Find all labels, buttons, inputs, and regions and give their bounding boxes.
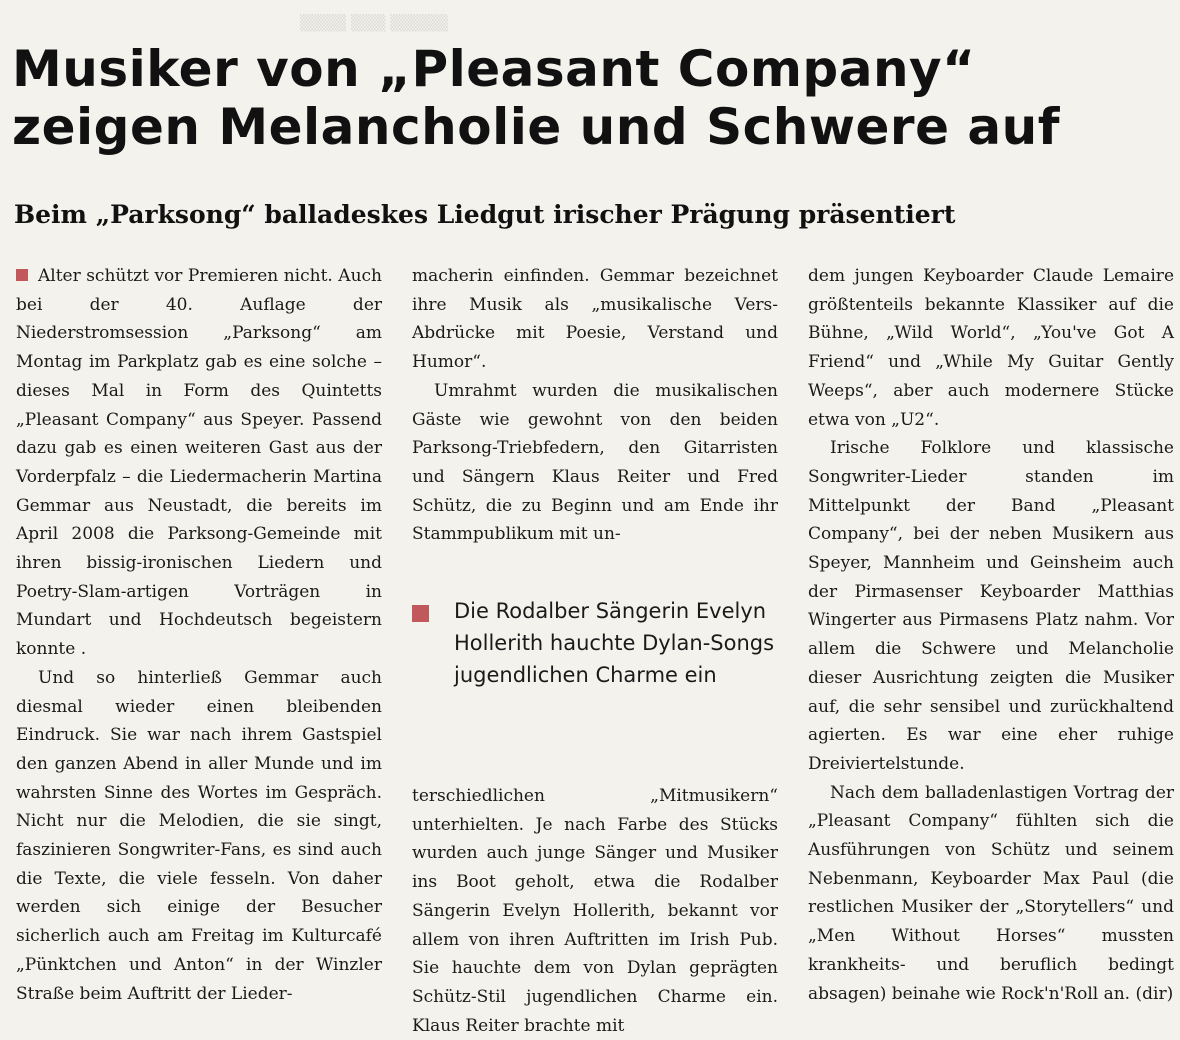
lead-paragraph-text: Alter schützt vor Premieren nicht. Auch bei der 40. Auflage der Niederstromsession „Parksong“ am Montag im Parkplatz gab es eine solche – dieses Mal in Form des Quintetts „Pleasant Company“ aus Speyer. Passend dazu gab es einen weiteren Gast aus der Vorderpfalz – die Liedermacherin Martina Gemmar aus Neustadt, die bereits im April 2008 die Parksong-Gemeinde mit ihren bissig-ironischen Liedern und Poetry-Slam-artigen Vorträgen in Mundart und Hochdeutsch begeistern konnte . (16, 266, 382, 660)
article-column-2-continued (412, 782, 778, 1040)
body-paragraph: macherin einfinden. Gemmar bezeichnet ihre Musik als „musikalische Vers-Abdrücke mit Poesie, Verstand und Humor“. (412, 266, 778, 373)
pull-quote (412, 595, 778, 691)
subheadline: Beim „Parksong“ balladeskes Liedgut irischer Prägung präsentiert (14, 200, 956, 229)
headline-line-2: zeigen Melancholie und Schwere auf (12, 98, 1060, 156)
bleed-through-texture: ▒▒▒▒ ▒▒▒ ▒▒▒▒▒ (300, 14, 448, 32)
body-paragraph: Irische Folklore und klassische Songwriter-Lieder standen im Mittelpunkt der Band „Pleasant Company“, bei der neben Musikern aus Speyer, Mannheim und Geinsheim auch der Pirmasenser Keyboarder Matthias Wingerter aus Pirmasens Platz nahm. Vor allem die Schwere und Melancholie dieser Ausrichtung zeigten die Musiker auf, die sehr sensibel und zurückhaltend agierten. Es war eine eher ruhige Dreiviertelstunde. (808, 438, 1174, 774)
article-column-3 (808, 262, 1174, 1008)
paragraph-marker-icon (16, 269, 28, 281)
headline (12, 40, 1172, 156)
body-paragraph: Umrahmt wurden die musikalischen Gäste wie gewohnt von den beiden Parksong-Triebfedern, den Gitarristen und Sängern Klaus Reiter und Fred Schütz, die zu Beginn und am Ende ihr Stammpublikum mit un- (412, 380, 778, 545)
body-paragraph: terschiedlichen „Mitmusikern“ unterhielten. Je nach Farbe des Stücks wurden auch junge Sänger und Musiker ins Boot geholt, etwa die Rodalber Sängerin Evelyn Hollerith, bekannt vor allem von ihren Auftritten im Irish Pub. Sie hauchte dem von Dylan geprägten Schütz-Stil jugendlichen Charme ein. Klaus Reiter brachte mit (412, 786, 778, 1036)
article-column-1 (16, 262, 382, 1008)
headline-line-1: Musiker von „Pleasant Company“ (12, 40, 976, 98)
lead-paragraph (16, 262, 382, 664)
body-paragraph: dem jungen Keyboarder Claude Lemaire größtenteils bekannte Klassiker auf die Bühne, „Wild World“, „You've Got A Friend“ und „While My Guitar Gently Weeps“, aber auch modernere Stücke etwa von „U2“. (808, 266, 1174, 430)
body-paragraph: Und so hinterließ Gemmar auch diesmal wieder einen bleibenden Eindruck. Sie war nach ihrem Gastspiel den ganzen Abend in aller Munde und im wahrsten Sinne des Wortes im Gespräch. Nicht nur die Melodien, die sie singt, faszinieren Songwriter-Fans, es sind auch die Texte, die viele fesseln. Von daher werden sich einige der Besucher sicherlich auch am Freitag im Kulturcafé „Pünktchen und Anton“ in der Winzler Straße beim Auftritt der Lieder- (16, 667, 382, 1004)
pull-quote-text: Die Rodalber Sängerin Evelyn Hollerith hauchte Dylan-Songs jugendlichen Charme ein (454, 599, 775, 687)
body-paragraph: Nach dem balladenlastigen Vortrag der „Pleasant Company“ fühlten sich die Ausführungen von Schütz und seinem Nebenmann, Keyboarder Max Paul (die restlichen Musiker der „Storytellers“ und „Men Without Horses“ mussten krankheits- und beruflich bedingt absagen) beinahe wie Rock'n'Roll an. (dir) (808, 782, 1174, 1004)
article-column-2 (412, 262, 778, 549)
pull-quote-marker-icon (412, 605, 429, 622)
